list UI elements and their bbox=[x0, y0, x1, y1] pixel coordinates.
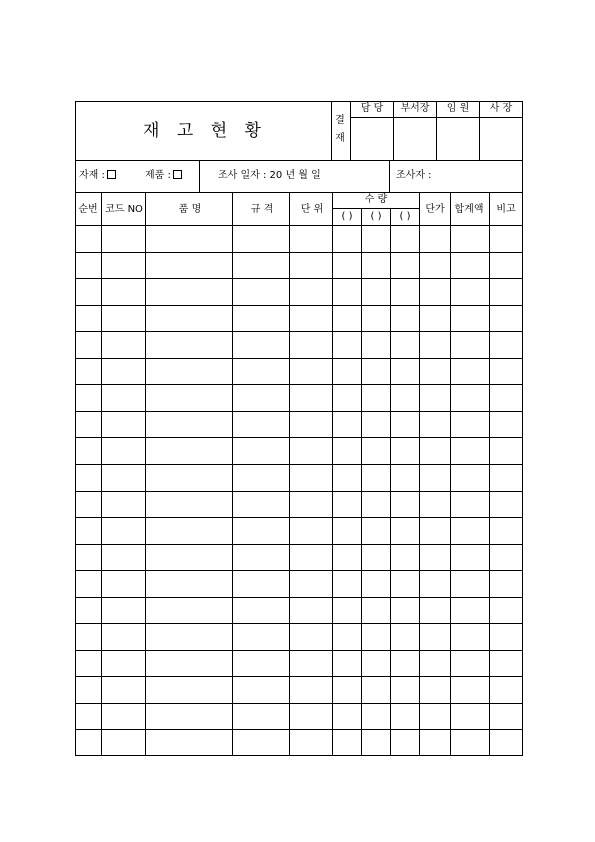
table-column-divider bbox=[450, 192, 451, 756]
header-seq: 순번 bbox=[78, 204, 98, 215]
table-row bbox=[75, 252, 523, 253]
info-divider bbox=[199, 160, 200, 192]
page-title: 재 고 현 황 bbox=[143, 121, 267, 141]
table-column-divider bbox=[489, 192, 490, 756]
table-row bbox=[75, 650, 523, 651]
table-column-divider bbox=[361, 208, 362, 756]
material-checkbox[interactable] bbox=[107, 170, 116, 179]
table-row bbox=[75, 411, 523, 412]
approval-box-left bbox=[331, 101, 332, 160]
product-checkbox-row bbox=[145, 170, 182, 182]
approval-col-president: 사 장 bbox=[489, 103, 513, 114]
table-row bbox=[75, 703, 523, 704]
table-row bbox=[75, 384, 523, 385]
approval-header-divider bbox=[350, 117, 523, 118]
header-note: 비고 bbox=[496, 204, 516, 215]
approval-label-bottom: 재 bbox=[335, 133, 345, 144]
approval-col-executive: 임 원 bbox=[446, 103, 470, 114]
table-row bbox=[75, 437, 523, 438]
info-divider bbox=[389, 160, 390, 192]
header-qty-sub: ( ) bbox=[341, 211, 353, 222]
approval-col-divider bbox=[436, 101, 437, 160]
qty-header-divider bbox=[332, 208, 419, 209]
info-section-divider bbox=[75, 192, 523, 193]
table-column-divider bbox=[390, 208, 391, 756]
approval-col-staff: 담 당 bbox=[360, 103, 384, 114]
header-qty-sub: ( ) bbox=[399, 211, 411, 222]
table-row bbox=[75, 597, 523, 598]
approval-col-divider bbox=[393, 101, 394, 160]
table-column-divider bbox=[289, 192, 290, 756]
table-row bbox=[75, 676, 523, 677]
table-column-divider bbox=[419, 192, 420, 756]
table-column-divider bbox=[232, 192, 233, 756]
approval-label-top: 결 bbox=[335, 115, 345, 126]
table-column-divider bbox=[332, 192, 333, 756]
header-price: 단가 bbox=[425, 204, 445, 215]
survey-date-field[interactable]: 조사 일자 : 20 년 월 일 bbox=[218, 170, 321, 181]
material-checkbox-row bbox=[79, 170, 116, 182]
title-section-divider bbox=[75, 160, 523, 161]
material-label: 자재 : bbox=[79, 170, 105, 181]
header-total: 합계액 bbox=[454, 204, 484, 215]
table-row bbox=[75, 570, 523, 571]
table-row bbox=[75, 331, 523, 332]
product-label: 제품 : bbox=[145, 170, 171, 181]
header-unit: 단 위 bbox=[300, 204, 324, 215]
table-row bbox=[75, 491, 523, 492]
table-header-divider bbox=[75, 225, 523, 226]
table-row bbox=[75, 729, 523, 730]
header-qty-sub: ( ) bbox=[370, 211, 382, 222]
table-row bbox=[75, 544, 523, 545]
approval-col-manager: 부서장 bbox=[400, 103, 430, 114]
approval-col-divider bbox=[479, 101, 480, 160]
table-column-divider bbox=[145, 192, 146, 756]
table-row bbox=[75, 305, 523, 306]
inventory-form bbox=[75, 101, 523, 756]
header-name: 품 명 bbox=[178, 204, 202, 215]
table-column-divider bbox=[101, 192, 102, 756]
table-row bbox=[75, 623, 523, 624]
table-row bbox=[75, 517, 523, 518]
surveyor-field[interactable]: 조사자 : bbox=[396, 170, 432, 181]
approval-label-divider bbox=[350, 101, 351, 160]
table-row bbox=[75, 464, 523, 465]
table-row bbox=[75, 358, 523, 359]
header-code: 코드 NO bbox=[105, 204, 143, 215]
header-qty: 수 량 bbox=[364, 194, 388, 205]
product-checkbox[interactable] bbox=[173, 170, 182, 179]
header-spec: 규 격 bbox=[250, 204, 274, 215]
table-row bbox=[75, 278, 523, 279]
